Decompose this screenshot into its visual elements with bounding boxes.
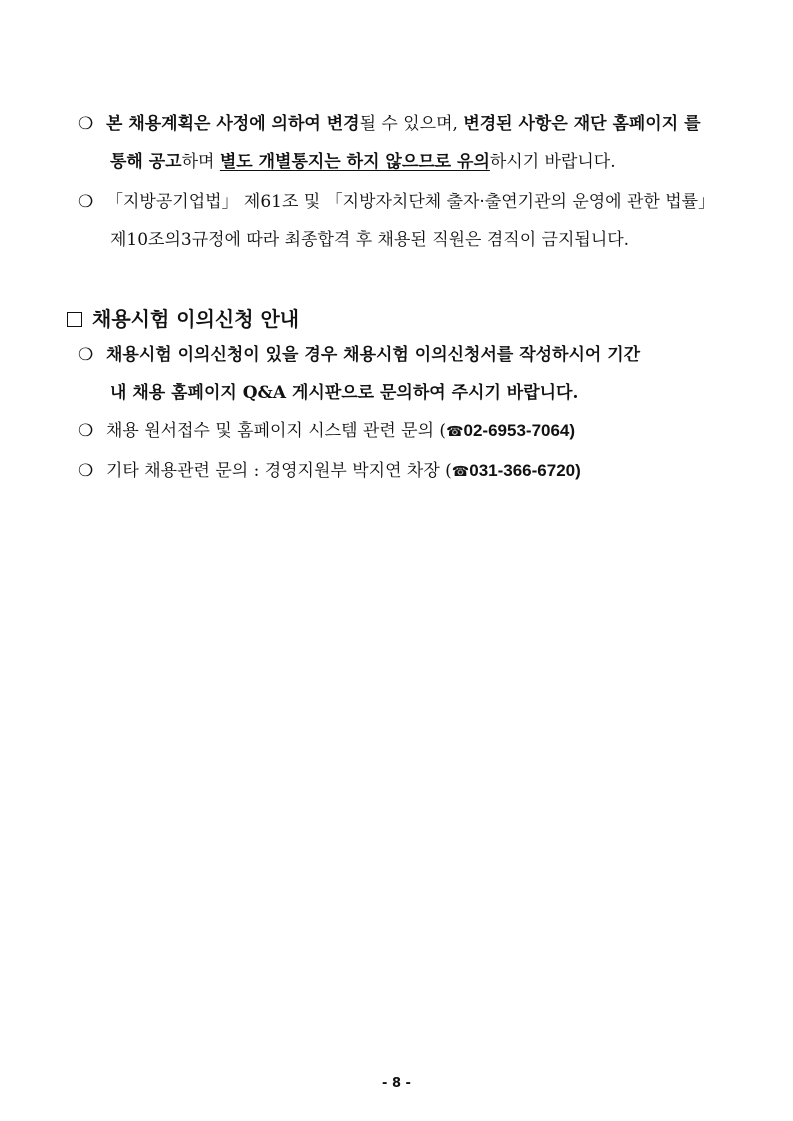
contact-text: 채용 원서접수 및 홈페이지 시스템 관련 문의 ( bbox=[106, 421, 447, 441]
objection-text: 채용시험 이의신청이 있을 경우 채용시험 이의신청서를 작성하시어 기간 bbox=[106, 345, 641, 365]
section-heading bbox=[67, 305, 299, 333]
notice-text: 하시기 바랍니다. bbox=[489, 152, 616, 172]
bullet-icon: ❍ bbox=[78, 192, 94, 212]
phone-number: 031-366-6720) bbox=[469, 461, 581, 480]
phone-icon: ☎ bbox=[451, 464, 470, 480]
notice-text: 「지방공기업법」 제61조 및 「지방자치단체 출자·출연기관의 운영에 관한 법률」 bbox=[106, 192, 716, 212]
contact-item-general bbox=[78, 459, 743, 484]
notice-text: 하며 bbox=[181, 152, 220, 172]
contact-item-system bbox=[78, 419, 743, 444]
notice-text-bold: 변경된 사항은 재단 홈페이지 를 bbox=[463, 114, 701, 134]
objection-text: 내 채용 홈페이지 Q&A 게시판으로 문의하여 주시기 바랍니다. bbox=[110, 383, 579, 403]
notice-text: 될 수 있으며, bbox=[359, 114, 464, 134]
bullet-icon: ❍ bbox=[78, 461, 94, 481]
notice-item-change bbox=[78, 112, 743, 136]
notice-text-bold: 통해 공고 bbox=[110, 152, 182, 172]
notice-item-change-cont bbox=[110, 150, 743, 174]
objection-item bbox=[78, 343, 743, 367]
contact-text: 기타 채용관련 문의 : 경영지원부 박지연 차장 ( bbox=[106, 461, 452, 481]
checkbox-square-icon bbox=[67, 312, 82, 327]
bullet-icon: ❍ bbox=[78, 114, 94, 134]
notice-text-underlined: 별도 개별통지는 하지 않으므로 유의 bbox=[219, 152, 490, 172]
notice-text-bold: 본 채용계획은 사정에 의하여 변경 bbox=[106, 114, 360, 134]
notice-item-law-cont bbox=[110, 228, 743, 252]
bullet-icon: ❍ bbox=[78, 345, 94, 365]
notice-text: 제10조의3규정에 따라 최종합격 후 채용된 직원은 겸직이 금지됩니다. bbox=[110, 230, 630, 250]
objection-item-cont bbox=[110, 381, 743, 405]
notice-item-law bbox=[78, 190, 743, 214]
page-number: - 8 - bbox=[382, 1076, 411, 1091]
phone-icon: ☎ bbox=[446, 424, 464, 440]
section-heading-text: 채용시험 이의신청 안내 bbox=[92, 307, 300, 331]
bullet-icon: ❍ bbox=[78, 421, 94, 441]
phone-number: 02-6953-7064) bbox=[463, 421, 576, 440]
